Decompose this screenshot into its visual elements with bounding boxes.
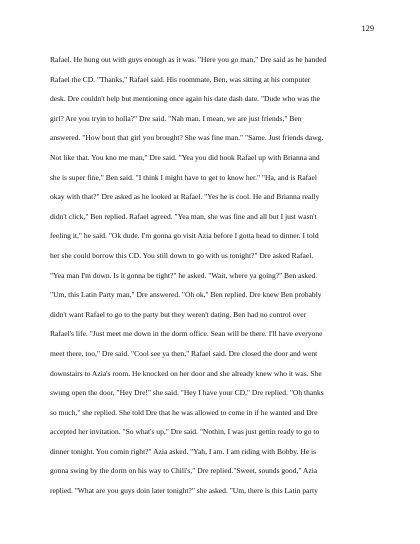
text-line: didn't click," Ben replied. Rafael agreed. "Yea man, she was fine and all but I just wasn't: [50, 211, 317, 221]
text-line: desk. Dre couldn't help but mentioning once again his date dash date. "Dude who was the: [50, 94, 320, 104]
text-line: girl? Are you tryin to holla?" Dre said. "Nah man. I mean, we are just friends," Ben: [50, 113, 302, 123]
text-line: "Um, this Latin Party man," Dre answered. "Oh ok," Ben replied. Dre knew Ben probably: [50, 290, 322, 300]
text-line: Rafael. He hung out with guys enough as it was. "Here you go man," Dre said as he handed: [50, 55, 327, 64]
text-line: swung open the door, "Hey Dre!" she said. "Hey I have your CD," Dre replied. "Oh thanks: [50, 388, 324, 398]
text-line: Rafael the CD. "Thanks," Rafael said. His roommate, Ben, was sitting at his computer: [50, 74, 311, 84]
text-line: feeling it," he said. "Ok dude. I'm gonna go visit Azia before I gotta head to dinner. I told: [50, 231, 319, 241]
text-line: so much," she replied. She told Dre that he was allowed to come in if he wanted and Dre: [50, 407, 318, 417]
body-text: [50, 50, 386, 501]
text-line: her she could borrow this CD. You still down to go with us tonight?" Dre asked Rafael.: [50, 250, 314, 260]
text-line: Rafael's life. "Just meet me down in the dorm office. Sean will be there. I'll have everyone: [50, 329, 323, 339]
text-line: okay with that?" Dre asked as he looked at Rafael. "Yes he is cool. He and Brianna really: [50, 192, 320, 202]
text-line: gonna swing by the dorm on his way to Chili's," Dre replied."Sweet, sounds good," Azia: [50, 466, 318, 476]
text-line: didn't want Rafael to go to the party but they weren't dating. Ben had no control over: [50, 309, 307, 319]
text-line: Not like that. You kno me man," Dre said. "Yea you did hook Rafael up with Brianna and: [50, 152, 320, 162]
text-line: dinner tonight. You comin right?" Azia asked. "Yah, I am. I am riding with Bobby. He is: [50, 446, 317, 456]
text-line: "Yea man I'm down. Is it gonna be tight?" he asked. "Wait, where ya going?" Ben asked.: [50, 270, 318, 280]
text-line: downstairs to Azia's room. He knocked on her door and she already knew who it was. She: [50, 368, 322, 378]
text-line: answered. "How bout that girl you brought? She was fine man." "Same. Just friends dawg.: [50, 133, 324, 143]
text-line: she is super fine," Ben said. "I think I might have to get to know her." "Ha, and is Rafael: [50, 172, 317, 182]
page-number: 129: [361, 24, 374, 33]
text-line: replied. "What are you guys doin later tonight?" she asked. "Um, there is this Latin party: [50, 486, 318, 496]
text-line: meet there, too," Dre said. "Cool see ya then," Rafael said. Dre closed the door and went: [50, 348, 318, 358]
text-line: accepted her invitation. "So what's up," Dre said. "Nothin, I was just gettin ready to go to: [50, 427, 320, 437]
